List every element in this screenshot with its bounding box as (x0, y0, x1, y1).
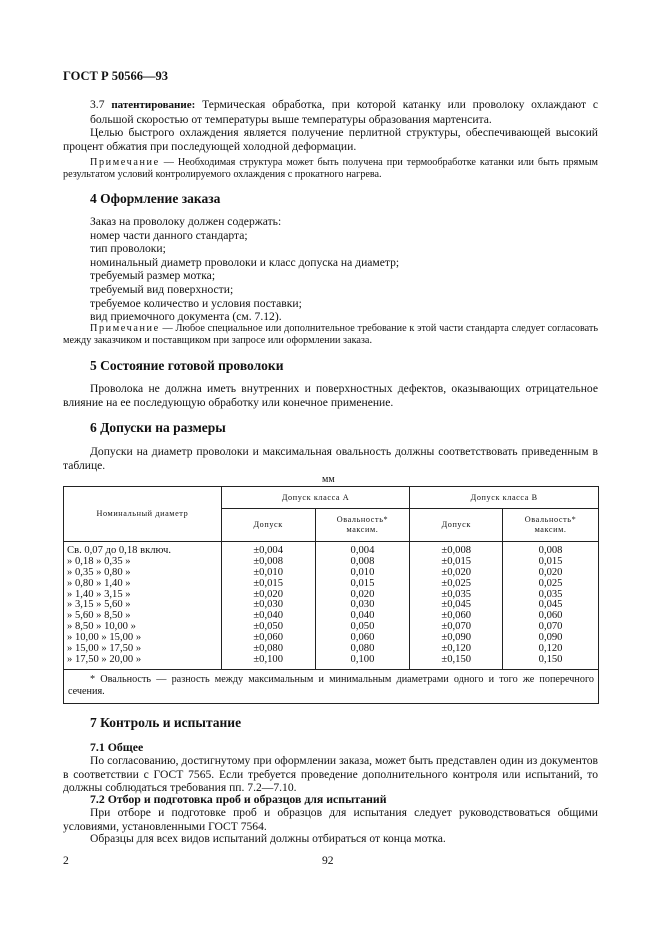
table-cell: 0,008 (538, 545, 563, 556)
order-list (90, 215, 560, 324)
page-number-center: 92 (322, 854, 334, 867)
table-cell: » 3,15 » 5,60 » (67, 599, 131, 611)
ovality-label: Овальность* (524, 515, 577, 524)
page-number-left: 2 (63, 854, 69, 867)
table-cell: Св. 0,07 до 0,18 включ. (67, 545, 171, 556)
tolerance-b-column (410, 542, 503, 670)
table-cell: ±0,050 (253, 621, 283, 633)
ovality-b-column (503, 542, 599, 670)
table-cell: » 15,00 » 17,50 » (67, 643, 142, 655)
table-cell: ±0,045 (441, 599, 472, 611)
header-nominal: Номинальный диаметр (64, 487, 222, 542)
paragraph-text: При отборе и подготовке проб и образцов для испытания следует руководствоваться общими условиями, установленными ГОСТ 7564. (63, 806, 598, 833)
list-item: номинальный диаметр проволоки и класс допуска на диаметр; (90, 255, 400, 269)
table-unit: мм (322, 474, 335, 485)
table-cell: ±0,008 (441, 545, 472, 556)
table-cell: 0,120 (538, 643, 563, 655)
table-cell: 0,025 (538, 577, 563, 589)
table-cell: ±0,030 (253, 599, 283, 611)
note-text: — Необходимая структура может быть получена при термообработке катанки или быть прямым результатом условий контролируемого охлаждения с прокатного нагрева. (63, 157, 598, 180)
table-cell: ±0,035 (441, 588, 472, 600)
header-class-b: Допуск класса В (410, 487, 599, 509)
table-cell: » 10,00 » 15,00 » (67, 632, 142, 644)
list-item: требуемое количество и условия поставки; (90, 296, 302, 310)
document-header: ГОСТ Р 50566—93 (63, 69, 169, 83)
table-cell: 0,090 (538, 632, 563, 644)
table-cell: ±0,090 (441, 632, 472, 644)
header-ovality-a (315, 509, 410, 542)
note-label: Примечание (90, 323, 160, 334)
list-item: вид приемочного документа (см. 7.12). (90, 310, 282, 324)
ovality-a-column (315, 542, 410, 670)
table-cell: ±0,100 (253, 653, 283, 665)
list-item: тип проволоки; (90, 242, 166, 256)
section-heading-6: 6 Допуски на размеры (90, 420, 226, 435)
note (63, 323, 598, 347)
table-cell: ±0,080 (253, 643, 283, 655)
paragraph (63, 806, 598, 833)
table-cell: 0,015 (538, 555, 563, 567)
term: патентирование: (111, 99, 196, 111)
table-cell: 0,060 (350, 632, 375, 644)
table-cell: ±0,015 (441, 555, 472, 567)
header-class-a: Допуск класса А (221, 487, 410, 509)
nominal-column (64, 542, 222, 670)
table-cell: ±0,008 (253, 555, 283, 567)
table-cell: » 5,60 » 8,50 » (67, 610, 131, 622)
table-cell: ±0,025 (441, 577, 472, 589)
section-3-7 (90, 98, 598, 126)
table-cell: 0,015 (350, 577, 375, 589)
paragraph-text: Проволока не должна иметь внутренних и поверхностных дефектов, оказывающих отрицательное влияние на ее последующую обработку или конечное применение. (63, 382, 598, 409)
section-heading-4: 4 Оформление заказа (90, 191, 221, 206)
note-label: Примечание (90, 157, 160, 168)
paragraph (63, 382, 598, 409)
header-tolerance-b: Допуск (410, 509, 503, 542)
table-cell: 0,045 (538, 599, 563, 611)
table-cell: ±0,010 (253, 566, 283, 578)
table-cell: » 1,40 » 3,15 » (67, 588, 131, 600)
table-cell: » 0,80 » 1,40 » (67, 577, 131, 589)
table-cell: 0,050 (350, 621, 375, 633)
paragraph: Образцы для всех видов испытаний должны отбираться от конца мотка. (90, 832, 446, 845)
ovality-max: максим. (346, 525, 379, 534)
table-cell: 0,080 (350, 643, 375, 655)
table-cell: » 0,18 » 0,35 » (67, 555, 131, 567)
header-ovality-b (503, 509, 599, 542)
table-cell: 0,060 (538, 610, 563, 622)
table-cell: 0,020 (350, 588, 375, 600)
table-cell: ±0,004 (253, 545, 283, 556)
table-cell: » 17,50 » 20,00 » (67, 653, 142, 665)
list-item: требуемый размер мотка; (90, 269, 216, 283)
paragraph (63, 754, 598, 795)
table-cell: 0,040 (350, 610, 375, 622)
table-cell: ±0,060 (253, 632, 283, 644)
note (63, 157, 598, 181)
paragraph (63, 126, 598, 153)
paragraph-text: Целью быстрого охлаждения является получение перлитной структуры, обеспечивающей высокий процент обжатия при последующей холодной деформации. (63, 126, 598, 153)
list-item: номер части данного стандарта; (90, 228, 248, 242)
table-cell: ±0,040 (253, 610, 283, 622)
table-cell: 0,070 (538, 621, 563, 633)
list-item: требуемый вид поверхности; (90, 282, 234, 296)
table-cell: ±0,020 (441, 566, 472, 578)
table-cell: 0,010 (350, 566, 375, 578)
table-cell: ±0,070 (441, 621, 472, 633)
table-cell: 0,035 (538, 588, 563, 600)
note-text: — Любое специальное или дополнительное требование к этой части стандарта следует согласовать между заказчиком и поставщиком при запросе или оформлении заказа. (63, 323, 598, 346)
paragraph-text: Допуски на диаметр проволоки и максимальная овальность должны соответствовать приведенным в таблице. (63, 445, 598, 472)
table-cell: 0,020 (538, 566, 563, 578)
table-cell: ±0,015 (253, 577, 283, 589)
table-cell: » 0,35 » 0,80 » (67, 566, 131, 578)
section-heading-5: 5 Состояние готовой проволоки (90, 358, 284, 373)
paragraph-text: По согласованию, достигнутому при оформлении заказа, может быть представлен один из документов в соответствии с ГОСТ 7565. Если требуется проведение дополнительного контроля или испытаний, то должны соблюдаться требования пп. 7.2—7.10. (63, 754, 598, 795)
tolerance-a-column (221, 542, 315, 670)
table-cell: 0,030 (350, 599, 375, 611)
table-cell: ±0,020 (253, 588, 283, 600)
table-cell: 0,150 (538, 653, 563, 665)
subsection-heading-7-1: 7.1 Общее (90, 740, 144, 754)
section-heading-7: 7 Контроль и испытание (90, 715, 242, 730)
ovality-label: Овальность* (336, 515, 389, 524)
list-intro: Заказ на проволоку должен содержать: (90, 215, 282, 228)
paragraph (63, 445, 598, 472)
table-cell: ±0,060 (441, 610, 472, 622)
table-cell: » 8,50 » 10,00 » (67, 621, 136, 633)
ovality-max: максим. (534, 525, 567, 534)
tolerance-table (63, 486, 599, 704)
table-cell: ±0,150 (441, 653, 472, 665)
table-cell: 0,004 (350, 545, 375, 556)
header-tolerance-a: Допуск (221, 509, 315, 542)
table-cell: 0,008 (350, 555, 375, 567)
table-footnote: * Овальность — разность между максимальным и минимальным диаметрами одного и того же поперечного сечения. (64, 670, 599, 704)
table-cell: ±0,120 (441, 643, 472, 655)
subsection-heading-7-2: 7.2 Отбор и подготовка проб и образцов для испытаний (90, 792, 387, 806)
definition: Термическая обработка, при которой катанку или проволоку охлаждают с большой скоростью от температуры выше температуры образования мартенсита. (90, 98, 598, 126)
section-number: 3.7 (90, 98, 105, 111)
table-cell: 0,100 (350, 653, 375, 665)
